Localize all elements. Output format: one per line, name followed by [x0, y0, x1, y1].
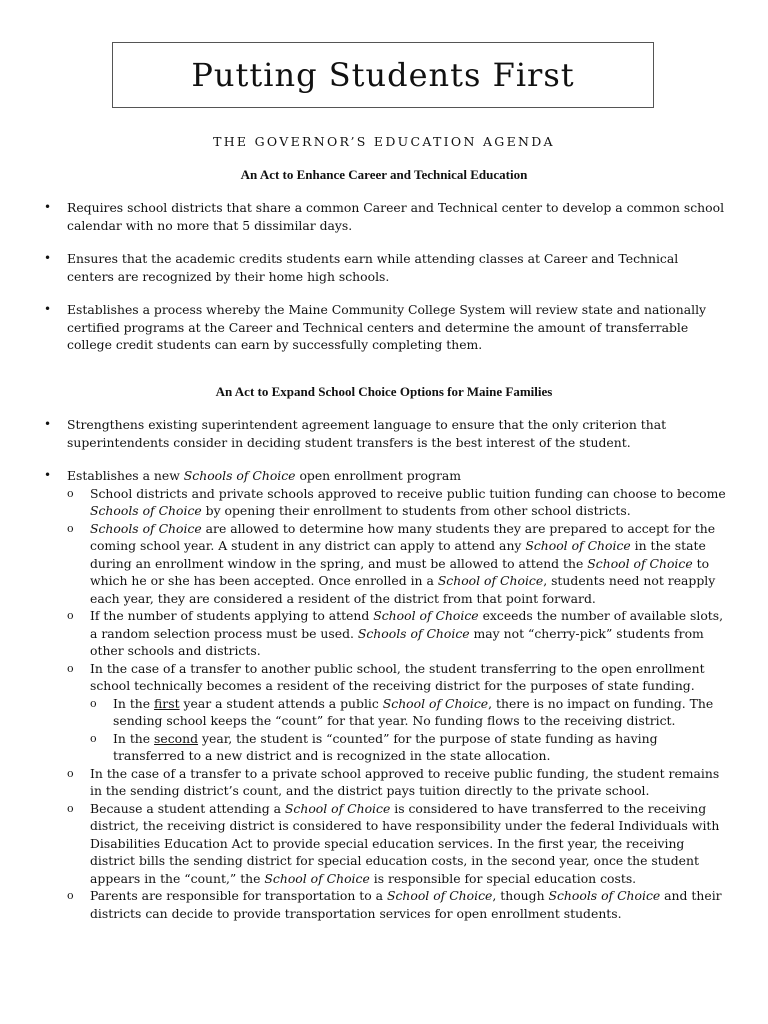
circle-bullet-icon: o	[67, 801, 74, 815]
circle-bullet-icon: o	[67, 486, 74, 500]
career-bullets	[0, 199, 768, 354]
sub-list-item: o School districts and private schools approved to receive public tuition funding can choose to become Schools of Choice by opening their enrollment to students from other school districts.	[67, 485, 726, 518]
title-box	[112, 42, 654, 108]
sub-sub-list-item: o In the second year, the student is “counted” for the purpose of state funding as having transferred to a new district and is recognized in the state allocation.	[90, 730, 658, 763]
section-heading-career: An Act to Enhance Career and Technical Education	[240, 167, 528, 182]
circle-bullet-icon: o	[67, 766, 74, 780]
list-item: • Ensures that the academic credits students earn while attending classes at Career and Technical centers are recognized by their home high schools.	[44, 251, 679, 284]
school-choice-bullets	[0, 416, 768, 922]
circle-bullet-icon: o	[67, 521, 74, 535]
list-item: • Establishes a process whereby the Maine Community College System will review state and nationally certified programs at the Career and Technical centers and determine the amount of transferrable college credit students can earn by successfully completing them.	[44, 302, 707, 352]
list-item: • Strengthens existing superintendent agreement language to ensure that the only criterion that superintendents consider in deciding student transfers is the best interest of the student.	[44, 417, 667, 450]
circle-bullet-icon: o	[90, 731, 97, 745]
bullet-icon: •	[44, 417, 52, 431]
circle-bullet-icon: o	[67, 609, 74, 622]
sub-list-item: o If the number of students applying to attend School of Choice exceeds the number of available slots, a random selection process must be used. Schools of Choice may not “cherry-pick” students from other schools and districts.	[67, 608, 724, 658]
sub-sub-list-item: o In the first year a student attends a public School of Choice, there is no impact on funding. The sending school keeps the “count” for that year. No funding flows to the receiving district.	[90, 695, 714, 728]
bullet-icon: •	[44, 468, 52, 482]
page-title: Putting Students First	[191, 56, 575, 94]
bullet-icon: •	[44, 302, 52, 316]
section-heading-school-choice: An Act to Expand School Choice Options for Maine Families	[215, 384, 553, 399]
page-subtitle: THE GOVERNOR’S EDUCATION AGENDA	[213, 134, 555, 149]
sub-list-item: o Schools of Choice are allowed to determine how many students they are prepared to accept for the coming school year. A student in any district can apply to attend any School of Choice in the state during an enrollment window in the spring, and must be allowed to attend the School of Choice to which he or she has been accepted. Once enrolled in a School of Choice, students need not reapply each year, they are considered a resident of the district from that point forward.	[67, 520, 716, 606]
circle-bullet-icon: o	[90, 696, 97, 710]
sub-list-item: o Because a student attending a School of Choice is considered to have transferred to the receiving district, the receiving district is considered to have responsibility under the federal Individuals with Disabilities Education Act to provide special education services. In the first year, the receiving district bills the sending district for special education costs, in the second year, once the student appears in the “count,” the School of Choice is responsible for special education costs.	[67, 800, 720, 886]
list-item: • Requires school districts that share a common Career and Technical center to develop a common school calendar with no more that 5 dissimilar days.	[44, 200, 725, 233]
bullet-icon: •	[44, 251, 52, 265]
bullet-icon: •	[44, 200, 52, 214]
circle-bullet-icon: o	[67, 889, 74, 902]
sub-list-item: o In the case of a transfer to a private school approved to receive public funding, the student remains in the sending district’s count, and the district pays tuition directly to the private school.	[67, 765, 720, 798]
sub-list-item: o Parents are responsible for transportation to a School of Choice, though Schools of Choice and their districts can decide to provide transportation services for open enrollment students.	[67, 888, 722, 921]
circle-bullet-icon: o	[67, 661, 74, 675]
sub-list-item: o In the case of a transfer to another public school, the student transferring to the open enrollment school technically becomes a resident of the receiving district for the purposes of state funding.	[67, 660, 705, 693]
list-item: • Establishes a new Schools of Choice open enrollment program	[44, 468, 462, 483]
